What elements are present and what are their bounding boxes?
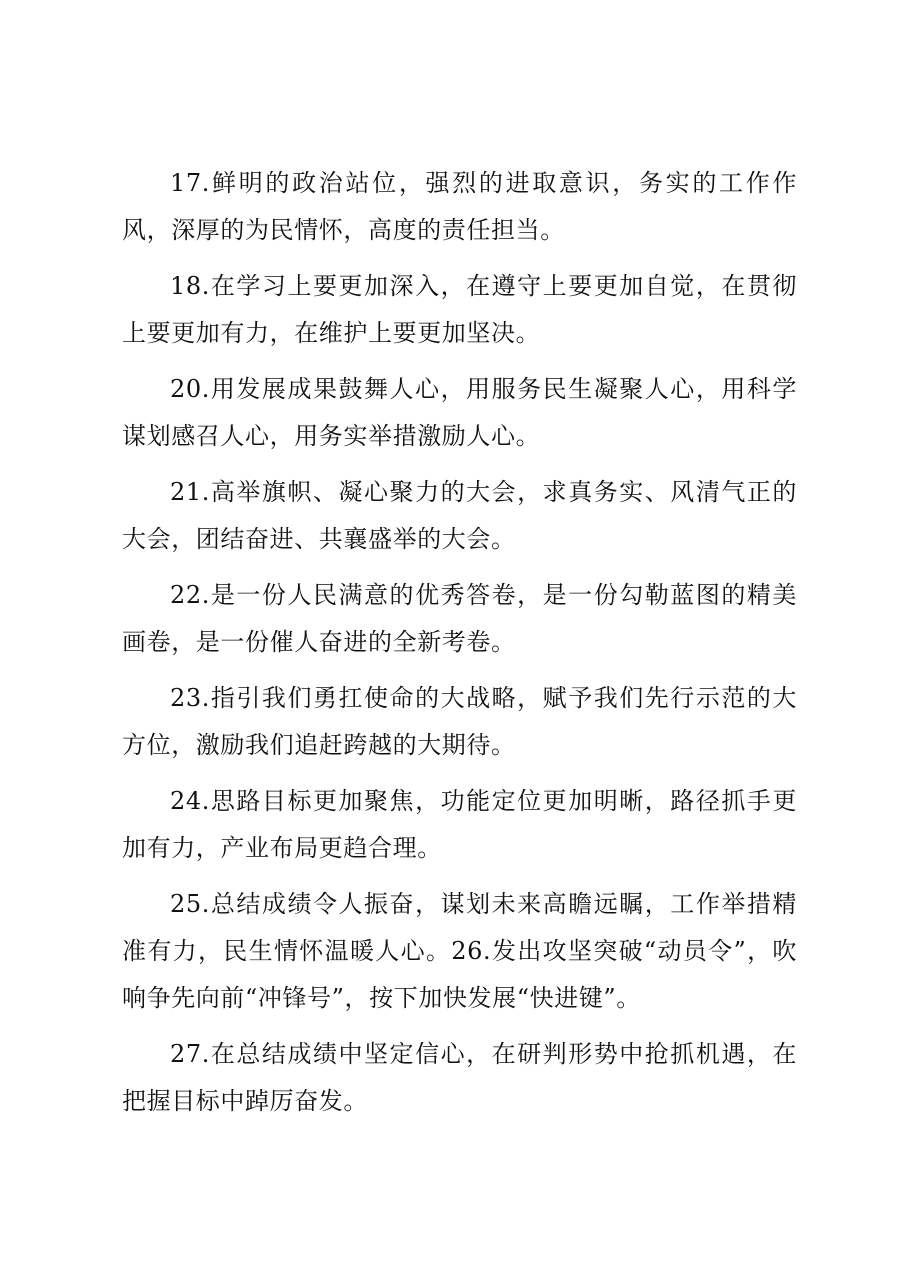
paragraph-20: 20.用发展成果鼓舞人心，用服务民生凝聚人心，用科学谋划感召人心，用务实举措激励人心。: [122, 375, 797, 450]
paragraph-21: 21.高举旗帜、凝心聚力的大会，求真务实、风清气正的大会，团结奋进、共襄盛举的大会。: [122, 478, 797, 553]
paragraph-27: 27.在总结成绩中坚定信心，在研判形势中抢抓机遇，在把握目标中踔厉奋发。: [122, 1040, 797, 1115]
paragraph-22: 22.是一份人民满意的优秀答卷，是一份勾勒蓝图的精美画卷，是一份催人奋进的全新考卷。: [122, 581, 797, 656]
paragraph-25-26: 25.总结成绩令人振奋，谋划未来高瞻远瞩，工作举措精准有力，民生情怀温暖人心。26.发出攻坚突破“动员令”，吹响争先向前“冲锋号”，按下加快发展“快进键”。: [122, 890, 797, 1012]
paragraph-23: 23.指引我们勇扛使命的大战略，赋予我们先行示范的大方位，激励我们追赶跨越的大期待。: [122, 684, 797, 759]
document-body: [122, 160, 797, 1134]
paragraph-17: 17.鲜明的政治站位，强烈的进取意识，务实的工作作风，深厚的为民情怀，高度的责任担当。: [122, 169, 797, 244]
paragraph-24: 24.思路目标更加聚焦，功能定位更加明晰，路径抓手更加有力，产业布局更趋合理。: [122, 787, 797, 862]
paragraph-18: 18.在学习上要更加深入，在遵守上要更加自觉，在贯彻上要更加有力，在维护上要更加坚决。: [122, 272, 797, 347]
